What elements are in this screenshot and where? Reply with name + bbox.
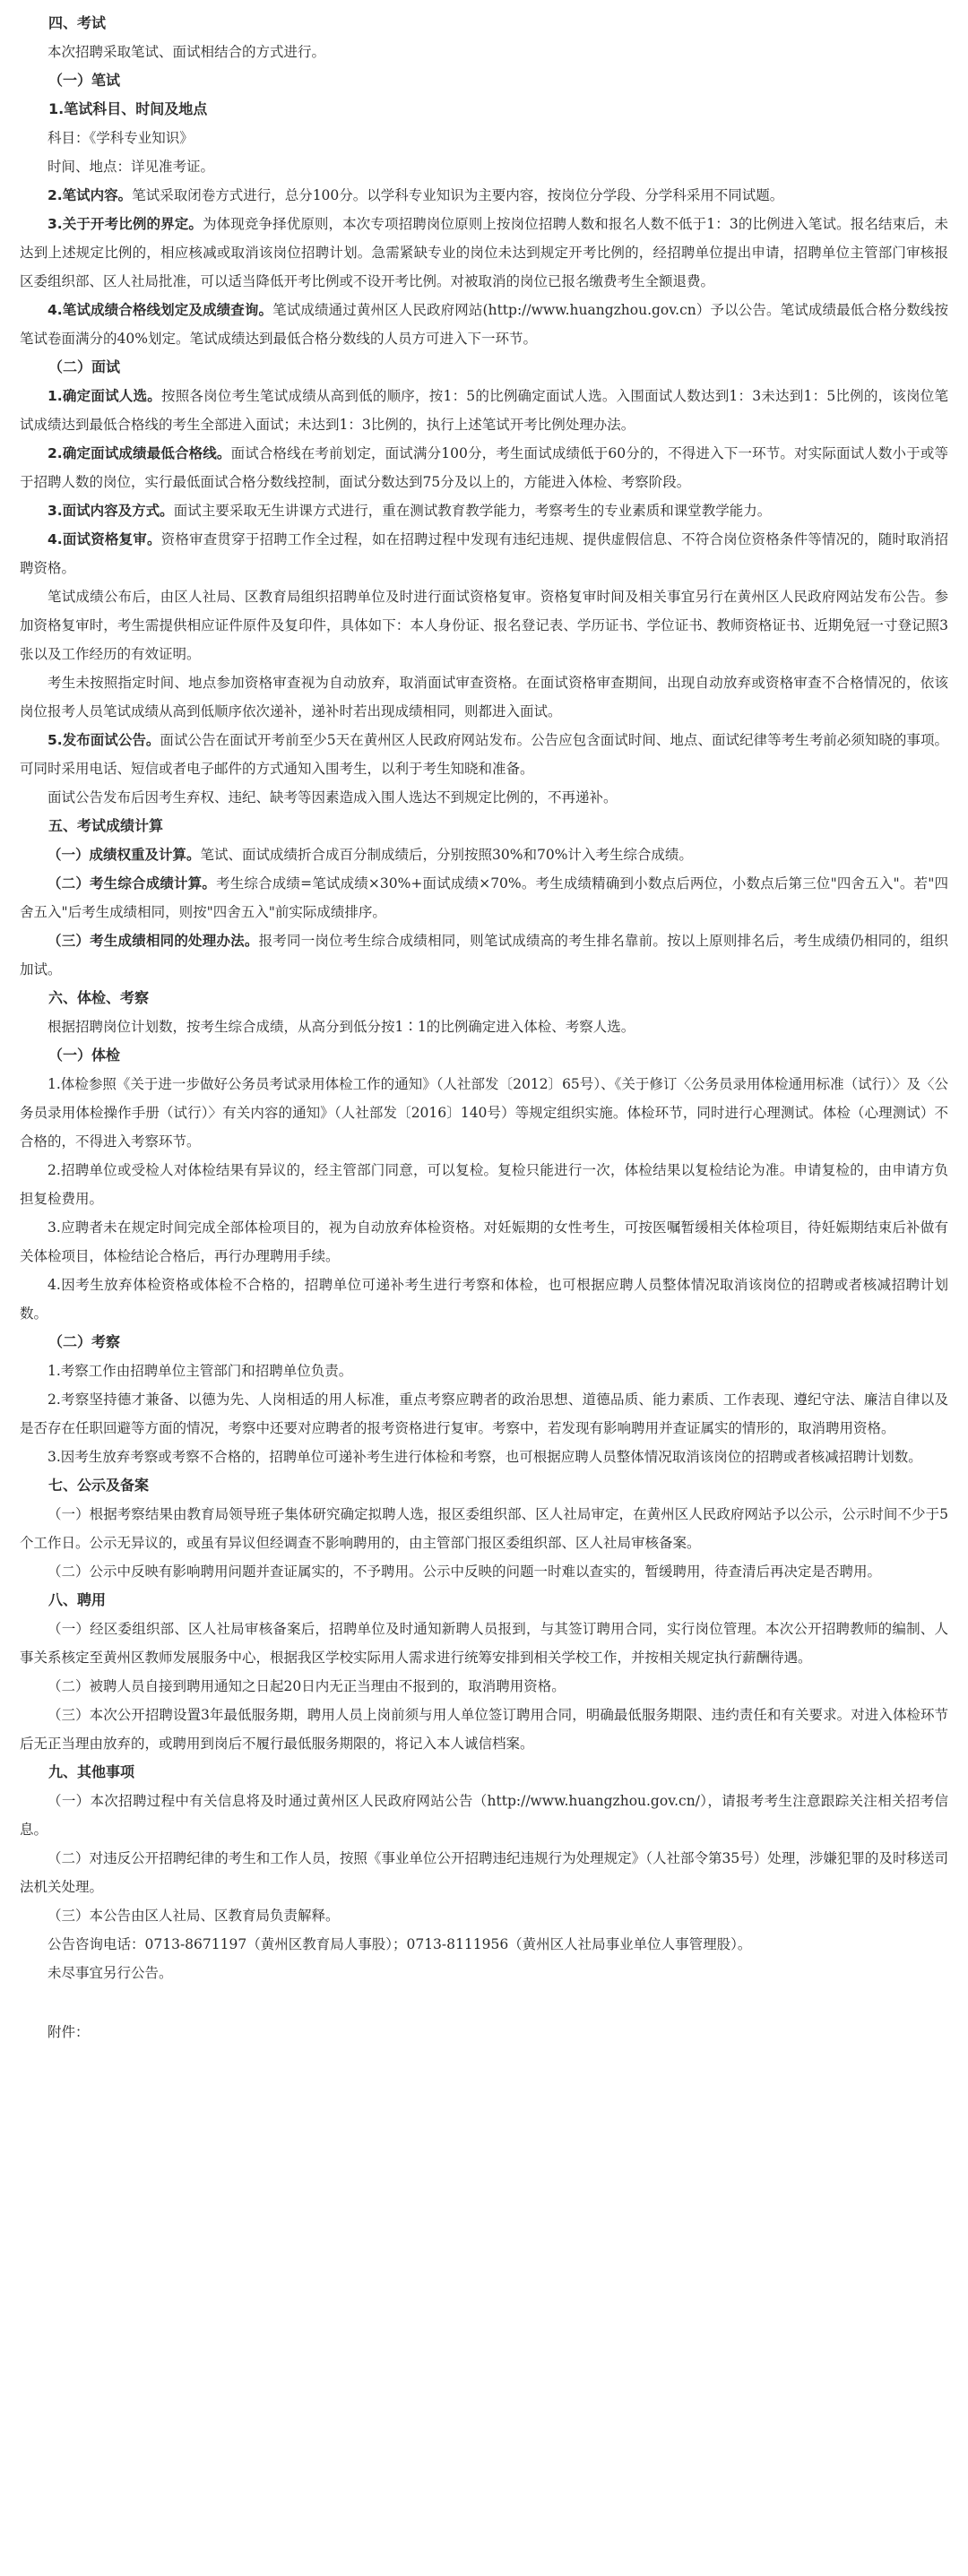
paragraph-text: 为体现竞争择优原则，本次专项招聘岗位原则上按岗位招聘人数和报名人数不低于1：3的比例进入笔试。报名结束后，未达到上述规定比例的，相应核减或取消该岗位招聘计划。急需紧缺专业的岗位未达到规定开考比例的，经招聘单位提出申请，招聘单位主管部门审核报区委组织部、区人社局批准，可以适当降低开考比例或不设开考比例。对被取消的岗位已报名缴费考生全额退费。 — [20, 216, 948, 289]
paragraph-lead: 4.笔试成绩合格线划定及成绩查询。 — [48, 302, 273, 318]
paragraph: （三）本公告由区人社局、区教育局负责解释。 — [48, 1908, 340, 1924]
paragraph: 附件： — [48, 2024, 90, 2040]
paragraph: （三）本次公开招聘设置3年最低服务期，聘用人员上岗前须与用人单位签订聘用合同，明确最低服务期限、违约责任和有关要求。对进入体检环节后无正当理由放弃的，或聘用到岗后不履行最低服务期限的，将记入本人诚信档案。 — [20, 1707, 948, 1752]
paragraph-lead: 2.笔试内容。 — [48, 187, 133, 203]
paragraph: 2.招聘单位或受检人对体检结果有异议的，经主管部门同意，可以复检。复检只能进行一次，体检结果以复检结论为准。申请复检的，由申请方负担复检费用。 — [20, 1162, 948, 1207]
paragraph: 3.应聘者未在规定时间完成全部体检项目的，视为自动放弃体检资格。对妊娠期的女性考生，可按医嘱暂缓相关体检项目，待妊娠期结束后补做有关体检项目，体检结论合格后，再行办理聘用手续。 — [20, 1219, 948, 1264]
paragraph-text: 考生综合成绩=笔试成绩×30%+面试成绩×70%。考生成绩精确到小数点后两位，小数点后第三位"四舍五入"。若"四舍五入"后考生成绩相同，则按"四舍五入"前实际成绩排序。 — [20, 875, 948, 920]
paragraph-text: 笔试成绩通过黄州区人民政府网站(http://www.huangzhou.gov.cn）予以公告。笔试成绩最低合格分数线按笔试卷面满分的40%划定。笔试成绩达到最低合格分数线的人员方可进入下一环节。 — [20, 302, 948, 347]
section-heading: 八、聘用 — [48, 1591, 107, 1608]
paragraph-lead: 5.发布面试公告。 — [48, 732, 160, 748]
subsection-heading: （一）笔试 — [48, 72, 121, 89]
subsection-heading: （一）体检 — [48, 1047, 121, 1064]
subsection-heading: 1.笔试科目、时间及地点 — [48, 100, 208, 117]
paragraph: （二）公示中反映有影响聘用问题并查证属实的，不予聘用。公示中反映的问题一时难以查实的，暂缓聘用，待查清后再决定是否聘用。 — [48, 1564, 882, 1580]
paragraph-lead: 2.确定面试成绩最低合格线。 — [48, 445, 231, 461]
paragraph-text: 面试公告在面试开考前至少5天在黄州区人民政府网站发布。公告应包含面试时间、地点、面试纪律等考生考前必须知晓的事项。可同时采用电话、短信或者电子邮件的方式通知入围考生，以利于考生知晓和准备。 — [20, 732, 948, 777]
paragraph — [20, 439, 948, 496]
subsection-heading: （二）考察 — [48, 1333, 121, 1350]
paragraph — [20, 181, 948, 210]
paragraph-lead: 3.面试内容及方式。 — [48, 503, 174, 519]
paragraph: 3.因考生放弃考察或考察不合格的，招聘单位可递补考生进行体检和考察，也可根据应聘人员整体情况取消该岗位的招聘或者核减招聘计划数。 — [48, 1449, 922, 1465]
paragraph — [20, 210, 948, 296]
paragraph-text: 面试合格线在考前划定，面试满分100分，考生面试成绩低于60分的，不得进入下一环节。对实际面试人数小于或等于招聘人数的岗位，实行最低面试合格分数线控制，面试分数达到75分及以上的，方能进入体检、考察阶段。 — [20, 445, 948, 490]
paragraph: 根据招聘岗位计划数，按考生综合成绩，从高分到低分按1∶1的比例确定进入体检、考察人选。 — [48, 1019, 635, 1035]
paragraph: （一）经区委组织部、区人社局审核备案后，招聘单位及时通知新聘人员报到，与其签订聘用合同，实行岗位管理。本次公开招聘教师的编制、人事关系核定至黄州区教师发展服务中心，根据我区学校实际用人需求进行统筹安排到相关学校工作，并按相关规定执行薪酬待遇。 — [20, 1621, 948, 1666]
subsection-heading: （二）面试 — [48, 358, 121, 375]
paragraph-text: 资格审查贯穿于招聘工作全过程，如在招聘过程中发现有违纪违规、提供虚假信息、不符合岗位资格条件等情况的，随时取消招聘资格。 — [20, 531, 948, 576]
paragraph: （二）被聘人员自接到聘用通知之日起20日内无正当理由不报到的，取消聘用资格。 — [48, 1678, 566, 1694]
paragraph: 本次招聘采取笔试、面试相结合的方式进行。 — [48, 44, 326, 60]
section-heading: 七、公示及备案 — [48, 1477, 150, 1494]
paragraph-lead: （一）成绩权重及计算。 — [48, 847, 201, 863]
section-heading: 六、体检、考察 — [48, 989, 150, 1006]
paragraph — [20, 869, 948, 926]
spacer — [20, 1987, 948, 2018]
paragraph: 1.考察工作由招聘单位主管部门和招聘单位负责。 — [48, 1363, 353, 1379]
paragraph: 1.体检参照《关于进一步做好公务员考试录用体检工作的通知》（人社部发〔2012〕65号）、《关于修订〈公务员录用体检通用标准（试行）〉及〈公务员录用体检操作手册（试行）〉有关内容的通知》（人社部发〔2016〕140号）等规定组织实施。体检环节，同时进行心理测试。体检（心理测试）不合格的，不得进入考察环节。 — [20, 1076, 948, 1150]
paragraph — [20, 525, 948, 582]
paragraph: （一）根据考察结果由教育局领导班子集体研究确定拟聘人选，报区委组织部、区人社局审定，在黄州区人民政府网站予以公示，公示时间不少于5个工作日。公示无异议的，或虽有异议但经调查不影响聘用的，由主管部门报区委组织部、区人社局审核备案。 — [20, 1506, 948, 1551]
paragraph-lead: （三）考生成绩相同的处理办法。 — [48, 933, 259, 949]
paragraph: 笔试成绩公布后，由区人社局、区教育局组织招聘单位及时进行面试资格复审。资格复审时间及相关事宜另行在黄州区人民政府网站发布公告。参加资格复审时，考生需提供相应证件原件及复印件，具体如下：本人身份证、报名登记表、学历证书、学位证书、教师资格证书、近期免冠一寸登记照3张以及工作经历的有效证明。 — [20, 589, 948, 662]
paragraph-lead: 1.确定面试人选。 — [48, 388, 161, 404]
paragraph — [20, 840, 948, 869]
paragraph-lead: 4.面试资格复审。 — [48, 531, 161, 547]
paragraph: 科目：《学科专业知识》 — [48, 130, 194, 146]
paragraph-text: 报考同一岗位考生综合成绩相同，则笔试成绩高的考生排名靠前。按以上原则排名后，考生成绩仍相同的，组织加试。 — [20, 933, 948, 978]
paragraph: 考生未按照指定时间、地点参加资格审查视为自动放弃，取消面试审查资格。在面试资格审查期间，出现自动放弃或资格审查不合格情况的，依该岗位报考人员笔试成绩从高到低顺序依次递补，递补时若出现成绩相同，则都进入面试。 — [20, 675, 948, 719]
paragraph — [20, 496, 948, 525]
paragraph: 时间、地点：详见准考证。 — [48, 159, 215, 175]
paragraph-text: 笔试采取闭卷方式进行，总分100分。以学科专业知识为主要内容，按岗位分学段、分学科采用不同试题。 — [132, 187, 784, 203]
paragraph — [20, 726, 948, 783]
paragraph-lead: 3.关于开考比例的界定。 — [48, 216, 203, 232]
paragraph: （二）对违反公开招聘纪律的考生和工作人员，按照《事业单位公开招聘违纪违规行为处理规定》（人社部令第35号）处理，涉嫌犯罪的及时移送司法机关处理。 — [20, 1850, 948, 1895]
paragraph: 公告咨询电话：0713-8671197（黄州区教育局人事股）；0713-8111956（黄州区人社局事业单位人事管理股）。 — [48, 1936, 752, 1952]
paragraph — [20, 296, 948, 353]
paragraph-lead: （二）考生综合成绩计算。 — [48, 875, 217, 892]
paragraph-text: 面试主要采取无生讲课方式进行，重在测试教育教学能力，考察考生的专业素质和课堂教学能力。 — [173, 503, 772, 519]
paragraph: 面试公告发布后因考生弃权、违纪、缺考等因素造成入围人选达不到规定比例的，不再递补。 — [48, 789, 618, 806]
section-heading: 九、其他事项 — [48, 1763, 135, 1780]
section-heading: 四、考试 — [48, 14, 107, 31]
paragraph-text: 笔试、面试成绩折合成百分制成绩后，分别按照30%和70%计入考生综合成绩。 — [200, 847, 693, 863]
paragraph-text: 按照各岗位考生笔试成绩从高到低的顺序，按1：5的比例确定面试人选。入围面试人数达到1：3未达到1：5比例的，该岗位笔试成绩达到最低合格线的考生全部进入面试；未达到1：3比例的，执行上述笔试开考比例处理办法。 — [20, 388, 948, 433]
paragraph: 未尽事宜另行公告。 — [48, 1965, 173, 1981]
section-heading: 五、考试成绩计算 — [48, 817, 164, 834]
paragraph: （一）本次招聘过程中有关信息将及时通过黄州区人民政府网站公告（http://www.huangzhou.gov.cn/），请报考考生注意跟踪关注相关招考信息。 — [20, 1793, 948, 1838]
paragraph: 4.因考生放弃体检资格或体检不合格的，招聘单位可递补考生进行考察和体检，也可根据应聘人员整体情况取消该岗位的招聘或者核减招聘计划数。 — [20, 1277, 948, 1322]
paragraph — [20, 382, 948, 439]
paragraph: 2.考察坚持德才兼备、以德为先、人岗相适的用人标准，重点考察应聘者的政治思想、道德品质、能力素质、工作表现、遵纪守法、廉洁自律以及是否存在任职回避等方面的情况，考察中还要对应聘者的报考资格进行复审。考察中，若发现有影响聘用并查证属实的情形的，取消聘用资格。 — [20, 1391, 948, 1436]
paragraph — [20, 926, 948, 984]
